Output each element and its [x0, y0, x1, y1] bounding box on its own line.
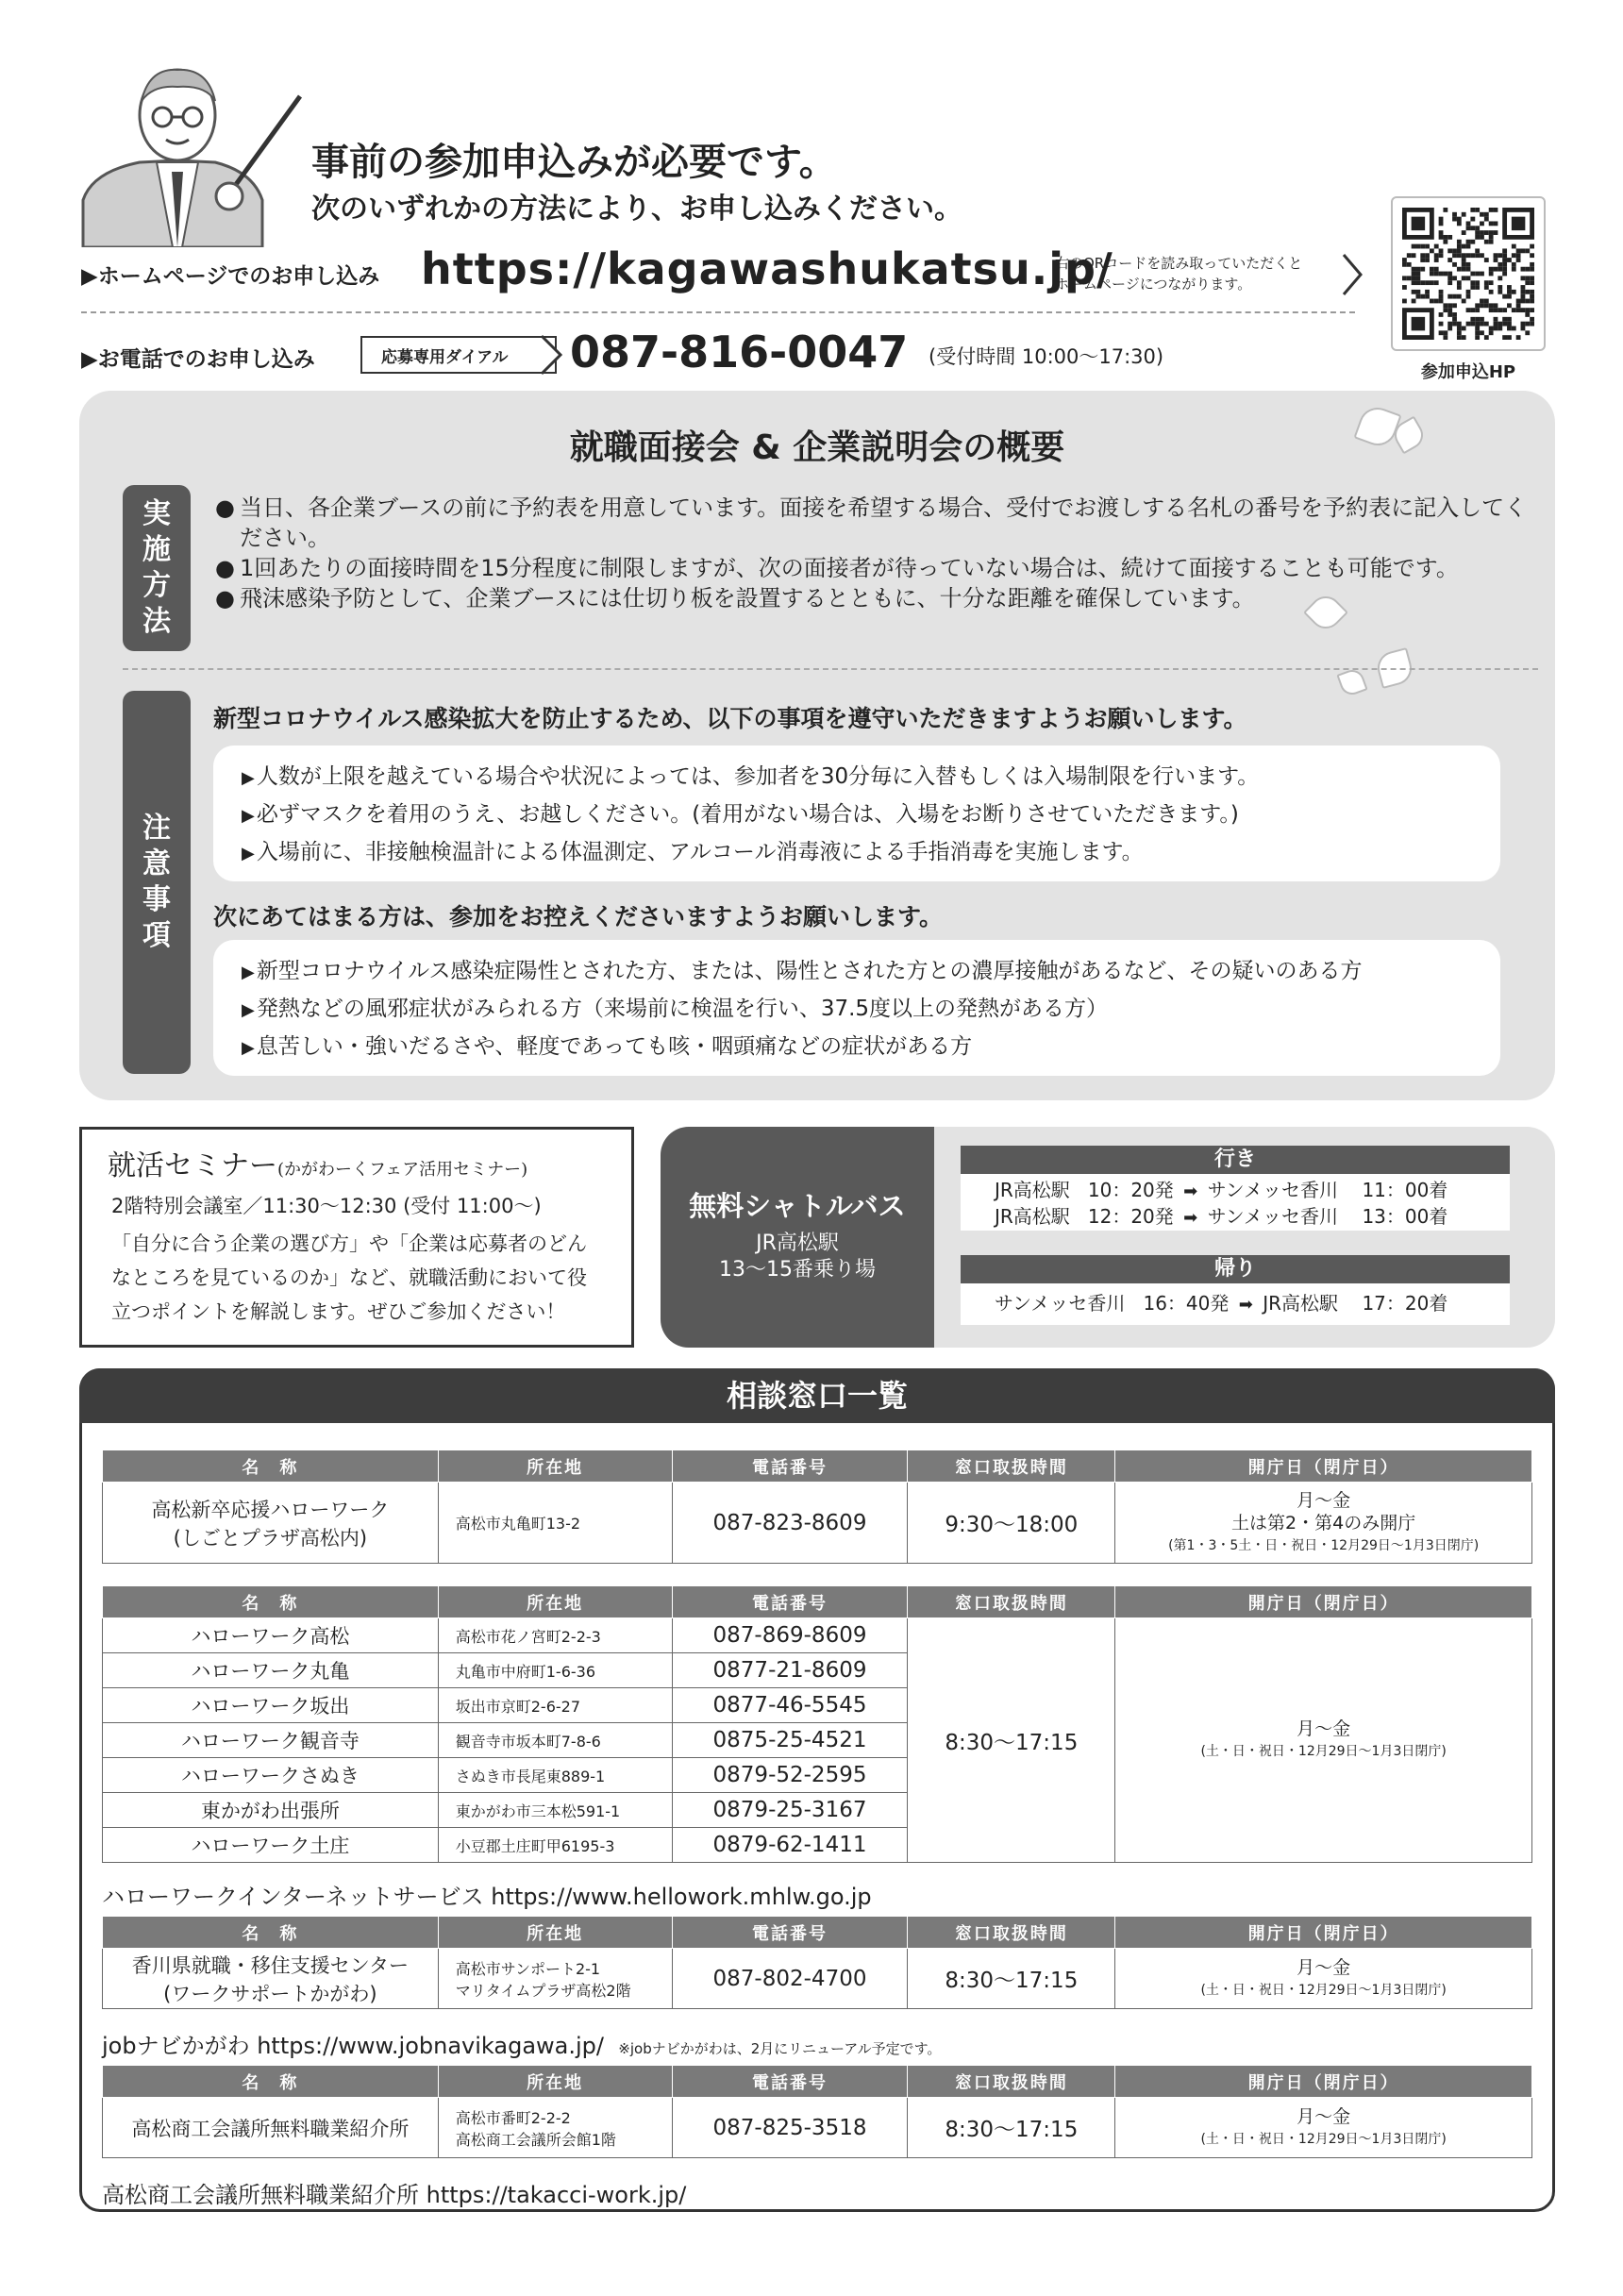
consult-table-2 — [102, 1585, 1532, 1863]
arrow-tag-icon — [540, 332, 564, 377]
takacci-link[interactable]: 高松商工会議所無料職業紹介所 https://takacci-work.jp/ — [102, 2182, 687, 2208]
caution-lead-1: 新型コロナウイルス感染拡大を防止するため、以下の事項を遵守いただきますようお願いします。 — [213, 705, 1247, 732]
list-item: ▶新型コロナウイルス感染症陽性とされた方、または、陽性とされた方との濃厚接触があるなど、その疑いのある方 — [242, 959, 1363, 983]
phone-number[interactable]: 087-816-0047 — [570, 327, 909, 377]
schedule-row: サンメッセ香川 16：40発 ➡ JR高松駅 17：20着 — [995, 1291, 1510, 1317]
caution-tab: 注 意 事 項 — [123, 691, 191, 1074]
table-row: ハローワーク坂出 坂出市京町2-6-27 0877-46-5545 — [103, 1688, 1532, 1723]
list-item: ▶人数が上限を越えている場合や状況によっては、参加者を30分毎に入替もしくは入場制限を行います。 — [242, 764, 1260, 789]
hellowork-link[interactable]: ハローワークインターネットサービス https://www.hellowork.mhlw.go.jp — [102, 1884, 872, 1910]
qr-code-icon[interactable] — [1402, 208, 1534, 340]
method-tab: 実 施 方 法 — [123, 485, 191, 651]
consult-table-3 — [102, 1916, 1532, 2009]
seminar-title: 就活セミナー(かがわーくフェア活用セミナー) — [108, 1149, 528, 1182]
list-item: ▶息苦しい・強いだるさや、軽度であっても咳・咽頭痛などの症状がある方 — [242, 1034, 973, 1059]
table-row: ハローワーク観音寺 観音寺市坂本町7-8-6 0875-25-4521 — [103, 1723, 1532, 1758]
chevron-right-icon — [1340, 251, 1364, 298]
schedule-row: JR高松駅 10：20発 ➡ サンメッセ香川 11：00着 — [995, 1178, 1510, 1204]
caution-list-1 — [213, 746, 1500, 881]
arrow-right-icon: ➡ — [1183, 1208, 1198, 1228]
table-row: 香川県就職・移住支援センター (ワークサポートかがわ) 高松市サンポート2-1 マリタイムプラザ高松2階 087-802-4700 8:30〜17:15 月〜金 (土・日・祝日・12月29日〜1月3日閉庁) — [103, 1949, 1532, 2009]
table-row: ハローワークさぬき さぬき市長尾東889-1 0879-52-2595 — [103, 1758, 1532, 1793]
caution-list-2 — [213, 940, 1500, 1076]
method-item: ● 当日、各企業ブースの前に予約表を用意しています。面接を希望する場合、受付でお渡しする名札の番号を予約表に記入してください。 — [215, 494, 1528, 551]
arrow-right-icon: ➡ — [1183, 1182, 1198, 1201]
table-header-row: 名 称 所在地 電話番号 窓口取扱時間 開庁日（閉庁日） — [103, 1917, 1532, 1949]
qr-caption: 参加申込HP — [1420, 362, 1516, 382]
list-item: ▶必ずマスクを着用のうえ、お越しください。(着用がない場合は、入場をお断りさせていただきます。) — [242, 802, 1239, 827]
list-item: ▶入場前に、非接触検温計による体温測定、アルコール消毒液による手指消毒を実施します。 — [242, 840, 1144, 864]
return-schedule — [961, 1283, 1510, 1325]
return-header: 帰り — [961, 1255, 1510, 1283]
section-divider — [123, 668, 1538, 670]
presenter-illustration — [74, 59, 310, 247]
phone-application-label: ▶お電話でのお申し込み — [81, 347, 315, 372]
headline: 事前の参加申込みが必要です。 — [311, 141, 837, 184]
outbound-header: 行き — [961, 1146, 1510, 1174]
table-row: ハローワーク高松 高松市花ノ宮町2-2-3 087-869-8609 8:30〜17:15 月〜金 (土・日・祝日・12月29日〜1月3日閉庁) — [103, 1618, 1532, 1653]
web-application-label: ▶ホームページでのお申し込み — [81, 264, 380, 289]
jobnavi-link[interactable]: jobナビかがわ https://www.jobnavikagawa.jp/ ※jobナビかがわは、2月にリニューアル予定です。 — [102, 2033, 942, 2059]
shuttle-title: 無料シャトルバス — [689, 1190, 906, 1222]
outbound-schedule — [961, 1174, 1510, 1231]
table-header-row: 名 称 所在地 電話番号 窓口取扱時間 開庁日（閉庁日） — [103, 2066, 1532, 2098]
list-item: ▶発熱などの風邪症状がみられる方（来場前に検温を行い、37.5度以上の発熱がある方） — [242, 997, 1109, 1021]
table-row: ハローワーク土庄 小豆郡土庄町甲6195-3 0879-62-1411 — [103, 1828, 1532, 1863]
caution-lead-2: 次にあてはまる方は、参加をお控えくださいますようお願いします。 — [213, 903, 944, 930]
table-header-row: 名 称 所在地 電話番号 窓口取扱時間 開庁日（閉庁日） — [103, 1450, 1532, 1483]
table-header-row: 名 称 所在地 電話番号 窓口取扱時間 開庁日（閉庁日） — [103, 1586, 1532, 1618]
consultation-title: 相談窓口一覧 — [79, 1368, 1555, 1423]
phone-hours: (受付時間 10:00〜17:30) — [929, 345, 1164, 368]
arrow-right-icon: ➡ — [1238, 1295, 1253, 1315]
subline: 次のいずれかの方法により、お申し込みください。 — [311, 193, 962, 226]
qr-note: 右のQRコードを読み取っていただくと ホームページにつながります。 — [1055, 255, 1303, 293]
seminar-description: 「自分に合う企業の選び方」や「企業は応募者のどん なところを見ているのか」など、就職活動において役 立つポイントを解説します。ぜひご参加ください！ — [111, 1232, 587, 1323]
consult-table-4 — [102, 2065, 1532, 2158]
table-row: 高松新卒応援ハローワーク (しごとプラザ高松内) 高松市丸亀町13-2 087-823-8609 9:30〜18:00 月〜金 土は第2・第4のみ開庁 (第1・3・5土・日・祝日・12月29日〜1月3日閉庁) — [103, 1483, 1532, 1564]
schedule-row: JR高松駅 12：20発 ➡ サンメッセ香川 13：00着 — [995, 1204, 1510, 1231]
method-item: ● 1回あたりの面接時間を15分程度に制限しますが、次の面接者が待っていない場合は、続けて面接することも可能です。 — [215, 555, 1459, 581]
dashed-divider — [81, 311, 1355, 313]
method-item: ● 飛沫感染予防として、企業ブースには仕切り板を設置するとともに、十分な距離を確保しています。 — [215, 585, 1255, 612]
registration-url-link[interactable]: https://kagawashukatsu.jp/ — [421, 243, 1113, 294]
method-list — [215, 493, 1536, 613]
table-row: 東かがわ出張所 東かがわ市三本松591-1 0879-25-3167 — [103, 1793, 1532, 1828]
consult-table-1 — [102, 1450, 1532, 1564]
table-row: 高松商工会議所無料職業紹介所 高松市番町2-2-2 高松商工会議所会館1階 087-825-3518 8:30〜17:15 月〜金 (土・日・祝日・12月29日〜1月3日閉庁) — [103, 2098, 1532, 2158]
shuttle-stop: JR高松駅 13〜15番乗り場 — [719, 1232, 876, 1282]
table-row: ハローワーク丸亀 丸亀市中府町1-6-36 0877-21-8609 — [103, 1653, 1532, 1688]
overview-title: 就職面接会 & 企業説明会の概要 — [569, 428, 1065, 467]
dial-tag: 応募専用ダイアル — [360, 336, 557, 374]
seminar-room: 2階特別会議室／11:30〜12:30 (受付 11:00〜) — [111, 1195, 542, 1217]
